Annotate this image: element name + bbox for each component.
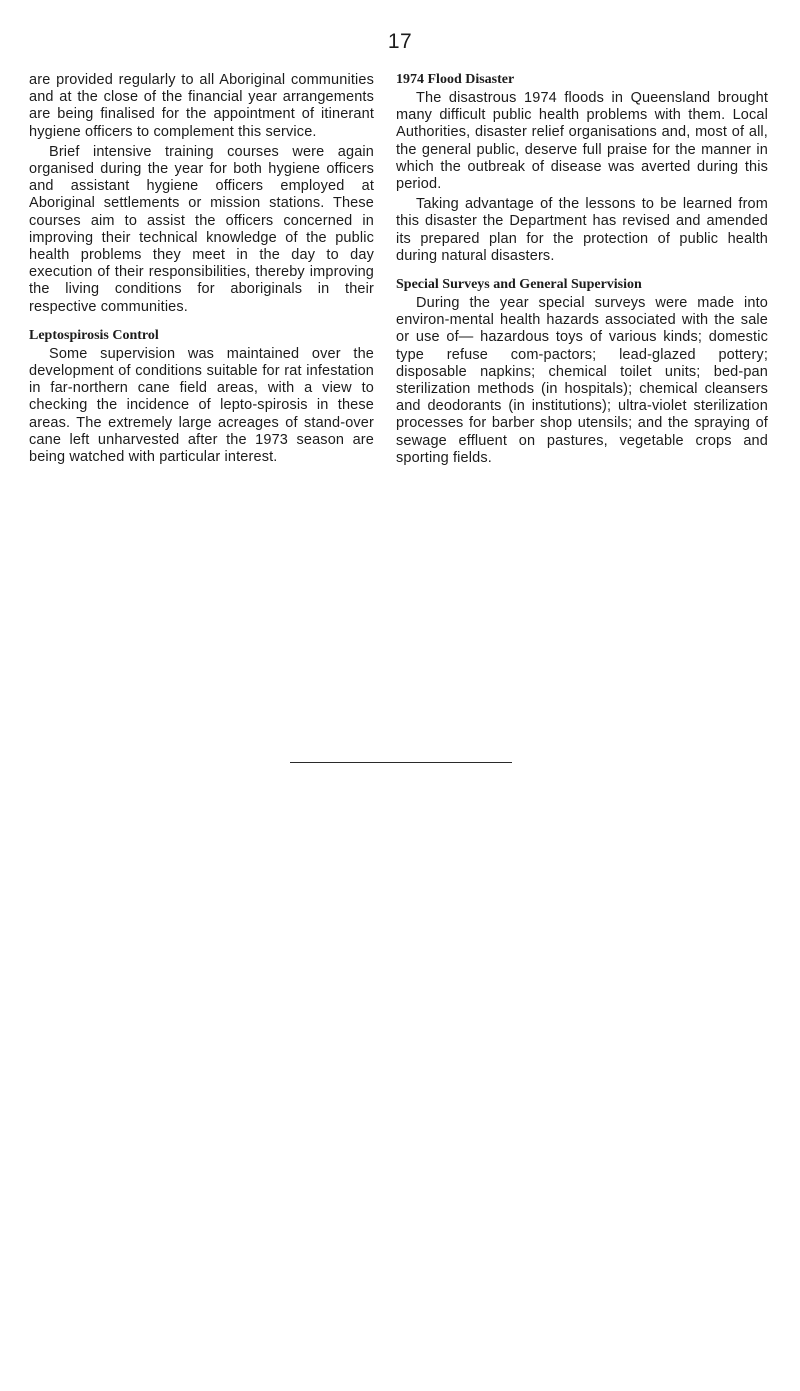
body-paragraph: Brief intensive training courses were again organised during the year for both hygiene officers and assistant hygiene officers employed at Aboriginal settlements or mission stations. These courses aim to assist the officers concerned in improving their technical knowledge of the public health problems they meet in the day to day execution of their responsibilities, thereby improving the living conditions for aboriginals in their respective communities. [29, 143, 374, 315]
body-paragraph: The disastrous 1974 floods in Queensland brought many difficult public health problems with them. Local Authorities, disaster relief organisations and, most of all, the general public, deserve full praise for the manner in which the outbreak of disease was averted during this period. [396, 90, 768, 193]
section-heading-special-surveys: Special Surveys and General Supervision [396, 277, 642, 293]
section-heading-flood-disaster: 1974 Flood Disaster [396, 72, 515, 87]
footer-rule [290, 762, 512, 763]
right-column [396, 72, 768, 467]
body-paragraph: Some supervision was maintained over the development of conditions suitable for rat infestation in far-northern cane field areas, with a view to checking the incidence of lepto-spirosis in these areas. The extremely large acreages of stand-over cane left unharvested after the 1973 season are being watched with particular interest. [29, 345, 374, 466]
section-heading-leptospirosis: Leptospirosis Control [29, 327, 159, 343]
page-number: 17 [387, 30, 413, 53]
body-paragraph: are provided regularly to all Aboriginal communities and at the close of the financial year arrangements are being finalised for the appointment of itinerant hygiene officers to complement this service. [29, 72, 374, 140]
body-paragraph: Taking advantage of the lessons to be learned from this disaster the Department has revised and amended its prepared plan for the protection of public health during natural disasters. [396, 196, 768, 264]
body-paragraph: During the year special surveys were made into environ-mental health hazards associated with the sale or use of— hazardous toys of various kinds; domestic type refuse com-pactors; lead-glazed pottery; disposable napkins; chemical toilet units; bed-pan sterilization methods (in hospitals); chemical cleansers and deodorants (in institutions); ultra-violet sterilization processes for barber shop utensils; and the spraying of sewage effluent on pastures, vegetable crops and sporting fields. [396, 295, 768, 466]
left-column [29, 72, 374, 466]
